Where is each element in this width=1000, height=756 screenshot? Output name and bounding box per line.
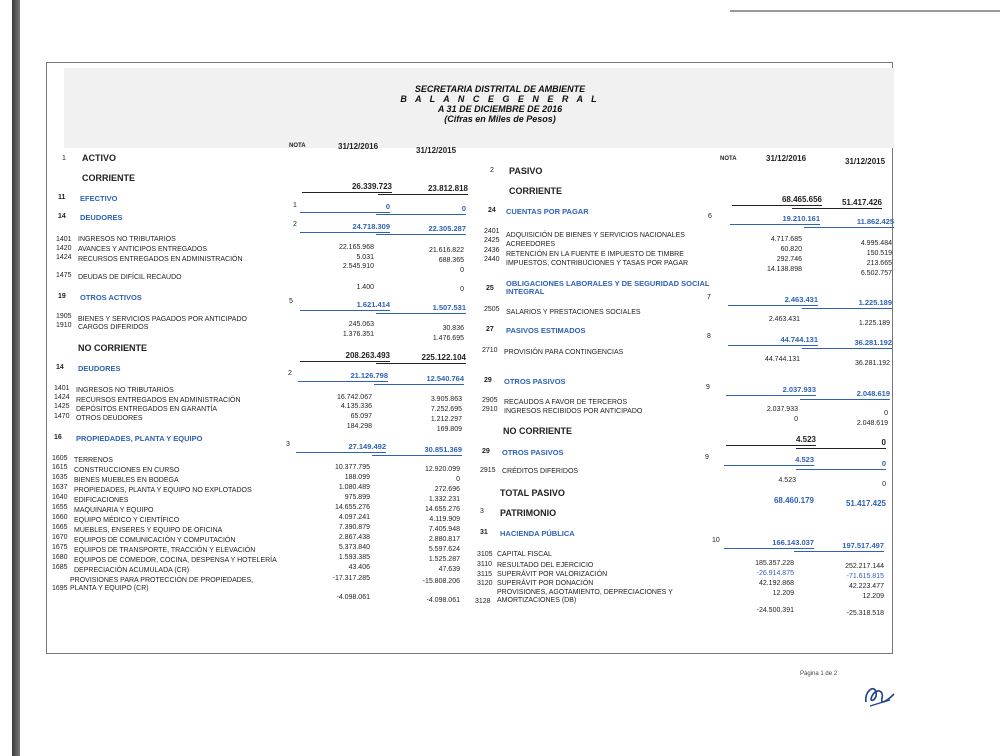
row-label: OTROS DEUDORES xyxy=(76,415,143,422)
title-block xyxy=(0,84,1000,124)
deud2-2016: 21.126.798 xyxy=(298,372,388,382)
row-label: TERRENOS xyxy=(74,457,113,464)
op2-nota: 9 xyxy=(705,454,709,461)
corriente-2015: 23.812.818 xyxy=(378,185,468,195)
row-code: 1660 xyxy=(52,514,68,521)
row-2015: 30.836 xyxy=(442,325,464,332)
nc-right-2015: 0 xyxy=(796,439,886,449)
pe-label: PASIVOS ESTIMADOS xyxy=(506,326,586,335)
row-2016: 7.390.879 xyxy=(338,524,370,531)
last-right-label-2: AMORTIZACIONES (DB) xyxy=(497,597,577,604)
row-code: 2436 xyxy=(484,247,500,254)
row-code: 1615 xyxy=(52,464,68,471)
row-code: 3120 xyxy=(477,580,493,587)
row-label: RECURSOS ENTREGADOS EN ADMINISTRACIÓN xyxy=(76,397,241,404)
row-2016: 1.593.385 xyxy=(338,554,370,561)
row-code: 1910 xyxy=(56,322,72,329)
row-code: 1425 xyxy=(54,403,70,410)
last-right-pre-2016: 12.209 xyxy=(772,590,794,597)
row-code: 2905 xyxy=(482,397,498,404)
row-label: EQUIPO MÉDICO Y CIENTÍFICO xyxy=(74,517,180,524)
efectivo-label: EFECTIVO xyxy=(80,194,118,203)
op2-2015: 0 xyxy=(796,460,886,470)
row-code: 1424 xyxy=(56,254,72,261)
last-left-label-2: PLANTA Y EQUIPO (CR) xyxy=(70,585,149,592)
nc-right-2016: 4.523 xyxy=(726,436,816,446)
deud2-2015: 12.540.764 xyxy=(374,375,464,385)
cxp-nota: 6 xyxy=(708,213,712,220)
row-code: 1637 xyxy=(52,484,68,491)
row-label: CARGOS DIFERIDOS xyxy=(78,324,149,331)
corriente-right: CORRIENTE xyxy=(509,186,563,196)
hp-nota: 10 xyxy=(712,537,720,544)
cd-code: 2915 xyxy=(480,467,496,474)
units-note: (Cifras en Miles de Pesos) xyxy=(444,114,556,124)
row-2015: 272.696 xyxy=(434,486,460,493)
row-2015: 1.212.297 xyxy=(430,416,462,423)
otros-code: 19 xyxy=(58,293,66,300)
row-2016: 42.192.868 xyxy=(758,580,794,587)
row-2015: 4.995.484 xyxy=(860,240,892,247)
row-code: 1675 xyxy=(52,544,68,551)
row-code: 2910 xyxy=(482,406,498,413)
prov-label: PROVISIÓN PARA CONTINGENCIAS xyxy=(504,349,624,356)
row-2016: 975.899 xyxy=(344,494,370,501)
row-2016: 184.298 xyxy=(346,423,372,430)
pe-2015: 36.281.192 xyxy=(802,339,892,349)
row-2015: 2.048.619 xyxy=(856,420,888,427)
deudores-2015: 22.305.287 xyxy=(376,225,466,235)
row-2016: 185.357.228 xyxy=(755,560,794,567)
org-name: SECRETARIA DISTRITAL DE AMBIENTE xyxy=(414,84,586,94)
cd-2015: 0 xyxy=(882,481,886,488)
doc-title: B A L A N C E G E N E R A L xyxy=(400,94,600,104)
pe-nota: 8 xyxy=(707,333,711,340)
otros-nota: 5 xyxy=(289,298,293,305)
row-2015: 4.119.909 xyxy=(429,516,460,523)
olab-nota: 7 xyxy=(707,294,711,301)
row-2016: -26.914.875 xyxy=(756,570,794,577)
nc-2016: 208.263.493 xyxy=(300,352,390,362)
prov-code: 2710 xyxy=(482,347,498,354)
row-2015: 252.217.144 xyxy=(845,563,884,570)
row-2016: 1.400 xyxy=(356,284,374,291)
row-2015: 47.639 xyxy=(438,566,460,573)
row-code: 1424 xyxy=(54,394,70,401)
corriente-2016: 26.339.723 xyxy=(302,183,392,193)
row-2016: 2.545.910 xyxy=(342,263,374,270)
row-label: INGRESOS RECIBIDOS POR ANTICIPADO xyxy=(504,408,643,415)
row-label: DEPÓSITOS ENTREGADOS EN GARANTÍA xyxy=(76,406,218,413)
ppe-label: PROPIEDADES, PLANTA Y EQUIPO xyxy=(76,434,203,443)
hp-2015: 197.517.497 xyxy=(794,542,884,552)
row-2016: 5.031 xyxy=(356,254,374,261)
sal-2016: 2.463.431 xyxy=(768,316,800,323)
row-label: RETENCIÓN EN LA FUENTE E IMPUESTO DE TIMBRE xyxy=(506,251,684,258)
efectivo-nota: 1 xyxy=(293,202,297,209)
row-label: RESULTADO DEL EJERCICIO xyxy=(497,562,594,569)
y2015-header-right: 31/12/2015 xyxy=(845,157,886,166)
row-2015: 169.809 xyxy=(436,426,462,433)
row-2016: 5.373.840 xyxy=(338,544,370,551)
pe-code: 27 xyxy=(486,326,494,333)
row-label: PROPIEDADES, PLANTA Y EQUIPO NO EXPLOTADOS xyxy=(74,487,252,494)
row-2016: 188.099 xyxy=(344,474,370,481)
pat-title: PATRIMONIO xyxy=(500,508,557,518)
nota-header-right: NOTA xyxy=(720,156,737,162)
op-nota: 9 xyxy=(706,384,710,391)
last-left-label-1: PROVISIONES PARA PROTECCIÓN DE PROPIEDADES, xyxy=(70,577,254,584)
corriente-left: CORRIENTE xyxy=(82,173,136,183)
row-label: MUEBLES, ENSERES Y EQUIPO DE OFICINA xyxy=(74,527,223,534)
row-code: 1470 xyxy=(54,413,70,420)
row-label: SUPERÁVIT POR DONACIÓN xyxy=(497,580,594,587)
op2-2016: 4.523 xyxy=(724,456,814,466)
row-code: 1670 xyxy=(52,534,68,541)
row-2016: 4.135.336 xyxy=(340,403,372,410)
no-corriente-right: NO CORRIENTE xyxy=(503,426,573,436)
row-code: 2425 xyxy=(484,237,500,244)
row-2015: 1.476.695 xyxy=(432,335,464,342)
row-label: EDIFICACIONES xyxy=(74,497,129,504)
deudores-label: DEUDORES xyxy=(80,213,123,222)
row-code: 1475 xyxy=(56,272,72,279)
row-label: EQUIPOS DE TRANSPORTE, TRACCIÓN Y ELEVACIÓN xyxy=(74,547,256,554)
row-code: 1655 xyxy=(52,504,68,511)
row-2016: 1.080.489 xyxy=(338,484,370,491)
op-2015: 2.048.619 xyxy=(800,390,890,400)
olab-label-1: OBLIGACIONES LABORALES Y DE SEGURIDAD SOCIAL xyxy=(506,279,710,288)
op2-code: 29 xyxy=(482,448,490,455)
row-2015: 0 xyxy=(460,267,464,274)
row-label: BIENES Y SERVICIOS PAGADOS POR ANTICIPADO xyxy=(78,316,247,323)
row-code: 1401 xyxy=(54,385,70,392)
deudores-2016: 24.718.309 xyxy=(300,223,390,233)
row-2015: 1.525.287 xyxy=(428,556,460,563)
cxp-2016: 19.210.161 xyxy=(730,215,820,225)
row-code: 2401 xyxy=(484,228,500,235)
op-2016: 2.037.933 xyxy=(726,386,816,396)
row-label: RECAUDOS A FAVOR DE TERCEROS xyxy=(504,399,628,406)
sal-2015: 1.225.189 xyxy=(858,320,890,327)
pe-2016: 44.744.131 xyxy=(728,336,818,346)
row-2015: 0 xyxy=(456,476,460,483)
row-code: 3105 xyxy=(477,551,493,558)
tp-2015: 51.417.425 xyxy=(845,499,886,508)
corriente-right-2015: 51.417.426 xyxy=(792,199,882,209)
efectivo-2015: 0 xyxy=(376,205,466,215)
row-2015: 0 xyxy=(460,286,464,293)
row-code: 1665 xyxy=(52,524,68,531)
row-2015: 7.252.695 xyxy=(430,406,462,413)
op-label: OTROS PASIVOS xyxy=(504,377,566,386)
otros-label: OTROS ACTIVOS xyxy=(80,293,142,302)
nota-header-left: NOTA xyxy=(289,143,306,149)
last-left-code: 1695 xyxy=(52,585,68,592)
total-pasivo-label: TOTAL PASIVO xyxy=(500,488,565,498)
ppe-2016: 27.149.492 xyxy=(296,443,386,453)
cxp-code: 24 xyxy=(488,207,496,214)
activo-code: 1 xyxy=(62,155,66,162)
row-2015: 12.920.099 xyxy=(424,466,460,473)
row-2016: 0 xyxy=(794,416,798,423)
row-label: ACREEDORES xyxy=(506,241,556,248)
row-2015: 42.223.477 xyxy=(848,583,884,590)
row-code: 3110 xyxy=(477,561,493,568)
ppe-nota: 3 xyxy=(286,441,290,448)
row-label: IMPUESTOS, CONTRIBUCIONES Y TASAS POR PAGAR xyxy=(506,260,689,267)
efectivo-2016: 0 xyxy=(300,203,390,213)
op2-label: OTROS PASIVOS xyxy=(502,448,564,457)
row-code: 1680 xyxy=(52,554,68,561)
ppe-2015: 30.851.369 xyxy=(372,446,462,456)
last-right-2015: -25.318.518 xyxy=(846,610,884,617)
row-2015: 21.616.822 xyxy=(428,247,464,254)
row-2015: 2.880.817 xyxy=(428,536,460,543)
scan-line xyxy=(730,10,1000,12)
row-label: INGRESOS NO TRIBUTARIOS xyxy=(78,236,176,243)
last-right-label-1: PROVISIONES, AGOTAMIENTO, DEPRECIACIONES Y xyxy=(497,589,673,596)
date-line: A 31 DE DICIEMBRE DE 2016 xyxy=(437,104,563,114)
row-label: AVANCES Y ANTICIPOS ENTREGADOS xyxy=(78,246,208,253)
row-2016: 2.867.438 xyxy=(338,534,370,541)
tp-2016: 68.460.179 xyxy=(773,496,814,505)
row-label: MAQUINARIA Y EQUIPO xyxy=(74,507,154,514)
row-label: SUPERÁVIT POR VALORIZACIÓN xyxy=(497,571,608,578)
row-2015: 7.405.948 xyxy=(428,526,460,533)
pasivo-code: 2 xyxy=(490,167,494,174)
sal-label: SALARIOS Y PRESTACIONES SOCIALES xyxy=(506,309,641,316)
row-label: CAPITAL FISCAL xyxy=(497,551,552,558)
no-corriente-left: NO CORRIENTE xyxy=(78,343,148,353)
cd-label: CRÉDITOS DIFERIDOS xyxy=(502,468,579,475)
hp-code: 31 xyxy=(480,529,488,536)
olab-label-2: INTEGRAL xyxy=(506,287,545,296)
hp-label: HACIENDA PÚBLICA xyxy=(500,529,575,538)
row-code: 3115 xyxy=(477,571,493,578)
olab-2016: 2.463.431 xyxy=(728,296,818,306)
row-2016: 14.655.276 xyxy=(334,504,370,511)
row-label: BIENES MUEBLES EN BODEGA xyxy=(74,477,179,484)
last-right-code: 3128 xyxy=(475,598,491,605)
row-2015: -71.615.815 xyxy=(846,573,884,580)
row-2015: 1.332.231 xyxy=(428,496,460,503)
row-2015: 0 xyxy=(884,410,888,417)
deud2-label: DEUDORES xyxy=(78,364,121,373)
row-label: CONSTRUCCIONES EN CURSO xyxy=(74,467,180,474)
row-2015: 688.365 xyxy=(438,257,464,264)
row-label: DEUDAS DE DIFÍCIL RECAUDO xyxy=(78,274,182,281)
row-2015: 150.519 xyxy=(866,250,892,257)
row-2016: 2.037.933 xyxy=(766,406,798,413)
row-2016: 10.377.795 xyxy=(334,464,370,471)
deudores-code: 14 xyxy=(58,213,66,220)
row-2015: 3.905.863 xyxy=(430,396,462,403)
row-2016: 16.742.067 xyxy=(336,394,372,401)
row-2016: 292.746 xyxy=(776,256,802,263)
row-label: RECURSOS ENTREGADOS EN ADMINISTRACIÓN xyxy=(78,256,243,263)
row-2016: 65.097 xyxy=(350,413,372,420)
row-2016: -17.317.285 xyxy=(332,575,370,582)
row-2015: -15.808.206 xyxy=(422,578,460,585)
cxp-2015: 11.862.425 xyxy=(804,218,894,228)
deud2-code: 14 xyxy=(56,364,64,371)
corriente-right-2016: 68.465.656 xyxy=(732,196,822,206)
row-2015: 213.665 xyxy=(866,260,892,267)
pasivo-title: PASIVO xyxy=(509,166,543,176)
row-2016: 60.820 xyxy=(780,246,802,253)
ppe-code: 16 xyxy=(54,434,62,441)
row-2015: 6.502.757 xyxy=(860,270,892,277)
row-code: 1420 xyxy=(56,245,72,252)
cxp-label: CUENTAS POR PAGAR xyxy=(506,207,589,216)
hp-2016: 166.143.037 xyxy=(724,539,814,549)
row-label: EQUIPOS DE COMEDOR, COCINA, DESPENSA Y HOTELERÍA xyxy=(74,557,277,564)
y2016-header-right: 31/12/2016 xyxy=(766,154,807,163)
row-code: 1605 xyxy=(52,455,68,462)
page-number: Página 1 de 2 xyxy=(800,671,838,677)
row-label: DEPRECIACIÓN ACUMULADA (CR) xyxy=(74,567,190,574)
row-code: 1401 xyxy=(56,236,72,243)
row-2016: 14.138.898 xyxy=(766,266,802,273)
last-left-2016: -4.098.061 xyxy=(336,594,370,601)
prov-2016: 44.744.131 xyxy=(764,356,800,363)
y2016-header-left: 31/12/2016 xyxy=(338,142,379,151)
row-2016: 4.097.241 xyxy=(338,514,370,521)
otros-2015: 1.507.531 xyxy=(376,304,466,314)
olab-code: 25 xyxy=(486,285,494,292)
row-2015: 14.655.276 xyxy=(424,506,460,513)
pat-code: 3 xyxy=(480,508,484,515)
op-code: 29 xyxy=(484,377,492,384)
y2015-header-left: 31/12/2015 xyxy=(416,146,457,155)
otros-2016: 1.621.414 xyxy=(300,301,390,311)
row-label: ADQUISICIÓN DE BIENES Y SERVICIOS NACIONALES xyxy=(506,232,685,239)
signature-mark xyxy=(860,680,896,710)
prov-2015: 36.281.192 xyxy=(854,360,890,367)
row-label: INGRESOS NO TRIBUTARIOS xyxy=(76,387,174,394)
last-left-2015: -4.098.061 xyxy=(426,597,460,604)
row-label: EQUIPOS DE COMUNICACIÓN Y COMPUTACIÓN xyxy=(74,537,236,544)
row-code: 1635 xyxy=(52,474,68,481)
deudores-nota: 2 xyxy=(293,221,297,228)
row-code: 1905 xyxy=(56,313,72,320)
deud2-nota: 2 xyxy=(288,370,292,377)
olab-2015: 1.225.189 xyxy=(802,299,892,309)
row-code: 1685 xyxy=(52,564,68,571)
nc-2015: 225.122.104 xyxy=(376,354,466,364)
activo-title: ACTIVO xyxy=(82,153,117,163)
row-2016: 4.717.685 xyxy=(770,236,802,243)
efectivo-code: 11 xyxy=(58,194,66,201)
row-2015: 5.597.624 xyxy=(428,546,460,553)
sal-code: 2505 xyxy=(484,306,500,313)
last-right-pre-2015: 12.209 xyxy=(862,593,884,600)
cd-2016: 4.523 xyxy=(778,477,796,484)
row-2016: 43.406 xyxy=(348,564,370,571)
last-right-2016: -24.500.391 xyxy=(756,607,794,614)
row-code: 1640 xyxy=(52,494,68,501)
row-2016: 22.165.968 xyxy=(338,244,374,251)
row-2016: 245.063 xyxy=(348,321,374,328)
row-code: 2440 xyxy=(484,256,500,263)
row-2016: 1.376.351 xyxy=(342,331,374,338)
